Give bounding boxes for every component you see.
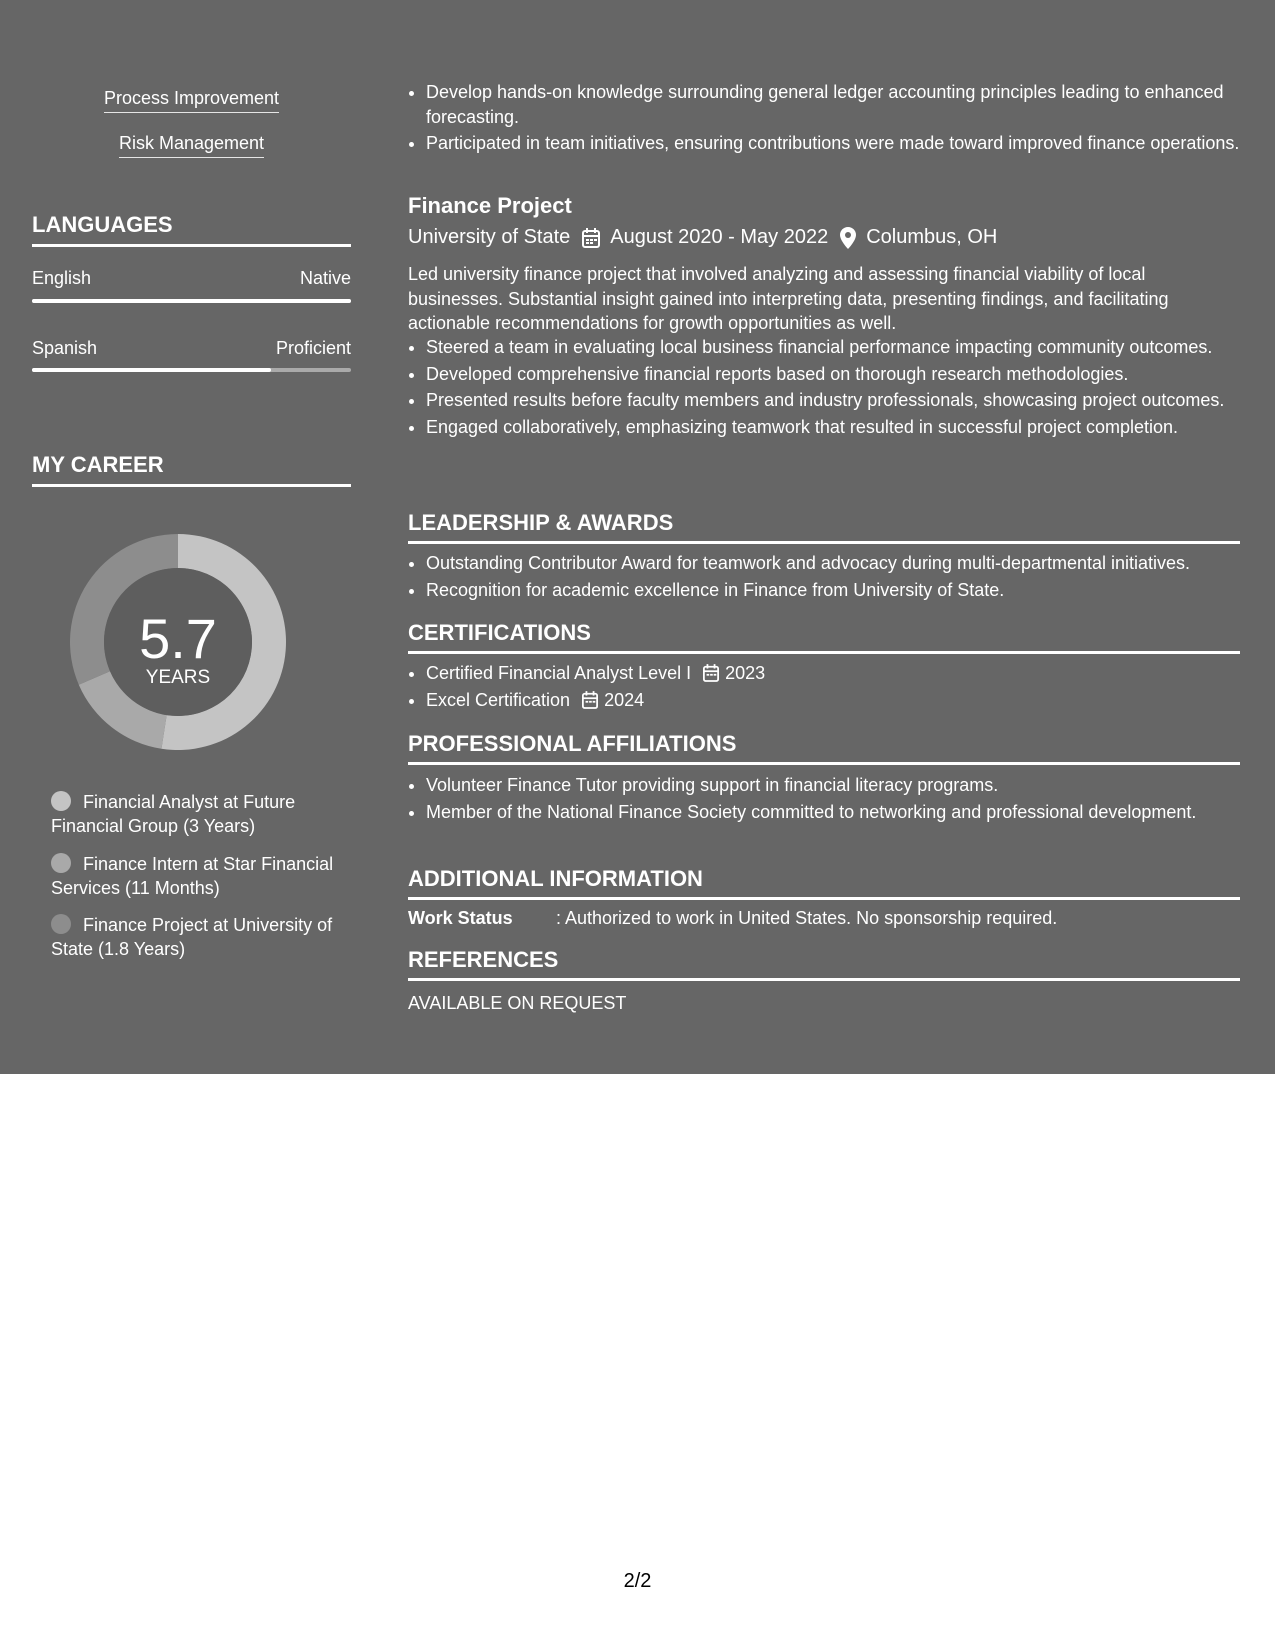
- calendar-icon: [582, 228, 600, 248]
- language-proficiency-fill: [32, 368, 271, 372]
- work-status-key: Work Status: [408, 908, 513, 928]
- language-proficiency-fill: [32, 299, 351, 303]
- certifications-list: [408, 661, 1246, 714]
- career-heading: MY CAREER: [32, 452, 351, 487]
- languages-heading: LANGUAGES: [32, 212, 351, 247]
- career-legend-item: Financial Analyst at Future Financial Group (3 Years): [51, 792, 296, 836]
- career-total-value: 5.7: [139, 607, 217, 670]
- career-total-unit: YEARS: [145, 667, 211, 688]
- language-name: English: [32, 268, 92, 288]
- work-status-value: : Authorized to work in United States. No sponsorship required.: [556, 908, 1058, 928]
- calendar-icon: [582, 691, 598, 709]
- list-item: • Developed comprehensive financial reports based on thorough research methodologies.: [426, 362, 1246, 387]
- skill-item: Process Improvement: [32, 88, 351, 113]
- leadership-heading: LEADERSHIP & AWARDS: [408, 510, 1240, 544]
- language-row: [32, 338, 351, 359]
- legend-dot: [51, 914, 71, 934]
- location-pin-icon: [840, 227, 856, 249]
- work-status-row: [408, 908, 1057, 929]
- page-number: 2/2: [623, 1570, 652, 1592]
- list-item: • Presented results before faculty members and industry professionals, showcasing project outcomes.: [426, 388, 1246, 413]
- project-dates: August 2020 - May 2022: [610, 226, 829, 248]
- legend-dot: [51, 791, 71, 811]
- list-item: • Recognition for academic excellence in Finance from University of State.: [426, 578, 1246, 603]
- previous-role-bullets: [408, 80, 1246, 158]
- certification-year: 2023: [725, 663, 766, 683]
- language-level: Proficient: [275, 338, 351, 358]
- project-location: Columbus, OH: [866, 226, 998, 248]
- certification-name: • Excel Certification: [426, 689, 571, 710]
- leadership-list: [408, 551, 1246, 604]
- language-proficiency-bar: [32, 299, 351, 303]
- additional-info-heading: ADDITIONAL INFORMATION: [408, 866, 1240, 900]
- language-level: Native: [299, 268, 351, 288]
- affiliations-list: [408, 773, 1246, 826]
- affiliations-heading: PROFESSIONAL AFFILIATIONS: [408, 731, 1240, 765]
- language-row: [32, 268, 351, 289]
- list-item: • Steered a team in evaluating local business financial performance impacting community outcomes.: [426, 335, 1246, 360]
- language-name: Spanish: [32, 338, 98, 358]
- list-item: • Volunteer Finance Tutor providing support in financial literacy programs.: [426, 773, 1246, 798]
- career-legend-item: Finance Project at University of State (1.8 Years): [51, 915, 333, 959]
- project-description: Led university finance project that involved analyzing and assessing financial viability of local businesses. Substantial insight gained into interpreting data, presenting findings, and facilitating actionable recommendations for growth opportunities as well.: [408, 264, 1169, 333]
- language-proficiency-bar: [32, 368, 351, 372]
- certifications-heading: CERTIFICATIONS: [408, 620, 1240, 654]
- legend-dot: [51, 853, 71, 873]
- list-item: • Develop hands-on knowledge surrounding general ledger accounting principles leading to enhanced forecasting.: [426, 80, 1246, 129]
- list-item: • Member of the National Finance Society committed to networking and professional development.: [426, 800, 1246, 825]
- list-item: • Engaged collaboratively, emphasizing teamwork that resulted in successful project completion.: [426, 415, 1246, 440]
- certification-item: [426, 688, 1246, 713]
- list-item: • Outstanding Contributor Award for teamwork and advocacy during multi-departmental initiatives.: [426, 551, 1246, 576]
- calendar-icon: [703, 664, 719, 682]
- references-text: AVAILABLE ON REQUEST: [408, 993, 627, 1013]
- career-legend-item: Finance Intern at Star Financial Services (11 Months): [51, 854, 334, 898]
- project-bullets: [408, 335, 1246, 441]
- references-heading: REFERENCES: [408, 947, 1240, 981]
- certification-item: [426, 661, 1246, 686]
- project-title: Finance Project: [408, 193, 572, 218]
- project-meta: [408, 226, 997, 249]
- project-org: University of State: [408, 226, 571, 248]
- certification-name: • Certified Financial Analyst Level I: [426, 663, 692, 683]
- list-item: • Participated in team initiatives, ensuring contributions were made toward improved finance operations.: [426, 131, 1246, 156]
- certification-year: 2024: [604, 689, 645, 710]
- skill-item: Risk Management: [32, 133, 351, 158]
- career-donut-chart: [66, 530, 290, 754]
